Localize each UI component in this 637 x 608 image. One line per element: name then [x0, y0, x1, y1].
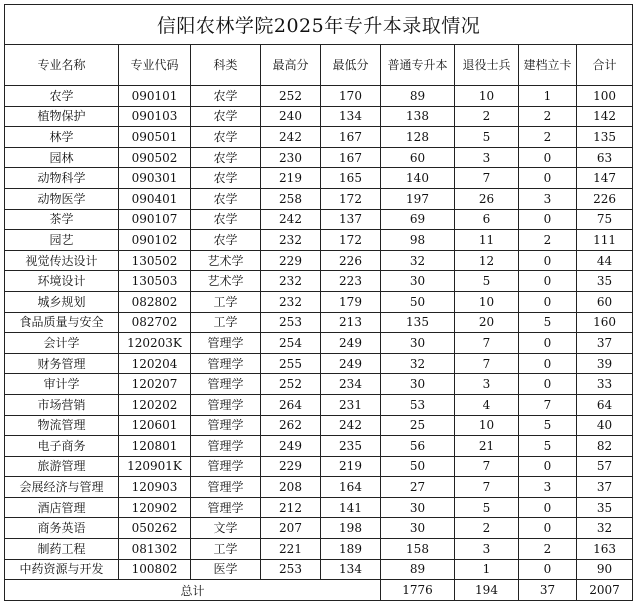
cell-max-score: 208 [261, 477, 321, 498]
cell-regular: 30 [381, 271, 455, 292]
cell-category: 管理学 [191, 394, 261, 415]
cell-regular: 60 [381, 147, 455, 168]
cell-major-code: 081302 [119, 539, 191, 560]
cell-major-name: 园林 [5, 147, 119, 168]
cell-max-score: 258 [261, 188, 321, 209]
table-row [5, 168, 633, 189]
cell-major-code: 120203K [119, 333, 191, 354]
cell-total: 39 [577, 353, 633, 374]
table-row [5, 394, 633, 415]
cell-major-code: 050262 [119, 518, 191, 539]
cell-major-name: 城乡规划 [5, 291, 119, 312]
cell-major-code: 120902 [119, 497, 191, 518]
cell-regular: 89 [381, 559, 455, 580]
cell-major-code: 120601 [119, 415, 191, 436]
admission-sheet [4, 4, 632, 604]
cell-registered: 7 [519, 394, 577, 415]
cell-major-name: 物流管理 [5, 415, 119, 436]
cell-major-name: 电子商务 [5, 436, 119, 457]
cell-total: 135 [577, 127, 633, 148]
cell-min-score: 242 [321, 415, 381, 436]
cell-regular: 32 [381, 353, 455, 374]
cell-category: 农学 [191, 127, 261, 148]
cell-veteran: 3 [455, 539, 519, 560]
cell-major-name: 视觉传达设计 [5, 250, 119, 271]
table-row [5, 353, 633, 374]
cell-total: 147 [577, 168, 633, 189]
table-row [5, 188, 633, 209]
cell-registered: 5 [519, 312, 577, 333]
cell-regular: 138 [381, 106, 455, 127]
total-grand: 2007 [577, 580, 633, 601]
cell-registered: 0 [519, 456, 577, 477]
cell-regular: 140 [381, 168, 455, 189]
cell-category: 文学 [191, 518, 261, 539]
cell-total: 40 [577, 415, 633, 436]
cell-category: 农学 [191, 188, 261, 209]
cell-regular: 89 [381, 86, 455, 107]
cell-veteran: 7 [455, 333, 519, 354]
header-code: 专业代码 [119, 45, 191, 86]
cell-total: 44 [577, 250, 633, 271]
cell-major-name: 酒店管理 [5, 497, 119, 518]
cell-total: 90 [577, 559, 633, 580]
cell-category: 艺术学 [191, 250, 261, 271]
total-regular: 1776 [381, 580, 455, 601]
cell-total: 57 [577, 456, 633, 477]
cell-min-score: 234 [321, 374, 381, 395]
table-row [5, 539, 633, 560]
table-row [5, 333, 633, 354]
cell-registered: 0 [519, 250, 577, 271]
cell-veteran: 2 [455, 518, 519, 539]
cell-registered: 0 [519, 559, 577, 580]
cell-registered: 5 [519, 436, 577, 457]
cell-category: 农学 [191, 209, 261, 230]
cell-veteran: 20 [455, 312, 519, 333]
cell-total: 33 [577, 374, 633, 395]
cell-min-score: 231 [321, 394, 381, 415]
cell-major-code: 130503 [119, 271, 191, 292]
total-registered: 37 [519, 580, 577, 601]
cell-min-score: 249 [321, 353, 381, 374]
cell-major-code: 120801 [119, 436, 191, 457]
cell-veteran: 5 [455, 271, 519, 292]
cell-total: 111 [577, 230, 633, 251]
cell-min-score: 189 [321, 539, 381, 560]
cell-major-code: 120903 [119, 477, 191, 498]
cell-regular: 30 [381, 497, 455, 518]
header-veteran: 退役士兵 [455, 45, 519, 86]
cell-registered: 1 [519, 86, 577, 107]
cell-total: 35 [577, 271, 633, 292]
cell-registered: 0 [519, 518, 577, 539]
table-row [5, 106, 633, 127]
cell-veteran: 21 [455, 436, 519, 457]
cell-veteran: 1 [455, 559, 519, 580]
header-category: 科类 [191, 45, 261, 86]
table-row [5, 230, 633, 251]
table-row [5, 559, 633, 580]
cell-major-code: 090107 [119, 209, 191, 230]
total-veteran: 194 [455, 580, 519, 601]
cell-major-code: 120202 [119, 394, 191, 415]
cell-major-name: 会展经济与管理 [5, 477, 119, 498]
cell-category: 管理学 [191, 436, 261, 457]
cell-category: 管理学 [191, 477, 261, 498]
cell-veteran: 10 [455, 415, 519, 436]
header-major: 专业名称 [5, 45, 119, 86]
cell-category: 管理学 [191, 497, 261, 518]
cell-veteran: 3 [455, 374, 519, 395]
cell-major-name: 旅游管理 [5, 456, 119, 477]
cell-category: 工学 [191, 539, 261, 560]
cell-major-name: 动物科学 [5, 168, 119, 189]
table-row [5, 374, 633, 395]
cell-regular: 30 [381, 374, 455, 395]
cell-min-score: 249 [321, 333, 381, 354]
cell-registered: 5 [519, 415, 577, 436]
cell-regular: 56 [381, 436, 455, 457]
cell-max-score: 242 [261, 209, 321, 230]
cell-total: 82 [577, 436, 633, 457]
cell-category: 管理学 [191, 374, 261, 395]
cell-regular: 32 [381, 250, 455, 271]
cell-total: 37 [577, 477, 633, 498]
cell-min-score: 167 [321, 127, 381, 148]
table-row [5, 436, 633, 457]
cell-min-score: 141 [321, 497, 381, 518]
cell-max-score: 229 [261, 456, 321, 477]
cell-regular: 135 [381, 312, 455, 333]
cell-max-score: 230 [261, 147, 321, 168]
cell-total: 226 [577, 188, 633, 209]
table-row [5, 86, 633, 107]
cell-veteran: 5 [455, 127, 519, 148]
cell-category: 工学 [191, 291, 261, 312]
header-registered: 建档立卡 [519, 45, 577, 86]
cell-max-score: 264 [261, 394, 321, 415]
admission-table [4, 4, 633, 601]
cell-major-code: 130502 [119, 250, 191, 271]
cell-max-score: 253 [261, 559, 321, 580]
table-row [5, 415, 633, 436]
cell-major-code: 090502 [119, 147, 191, 168]
cell-major-name: 审计学 [5, 374, 119, 395]
cell-registered: 0 [519, 497, 577, 518]
cell-total: 32 [577, 518, 633, 539]
cell-regular: 27 [381, 477, 455, 498]
cell-veteran: 7 [455, 456, 519, 477]
cell-major-name: 商务英语 [5, 518, 119, 539]
cell-category: 农学 [191, 86, 261, 107]
cell-total: 160 [577, 312, 633, 333]
cell-registered: 3 [519, 188, 577, 209]
cell-min-score: 165 [321, 168, 381, 189]
table-row [5, 477, 633, 498]
cell-total: 163 [577, 539, 633, 560]
cell-registered: 2 [519, 127, 577, 148]
cell-veteran: 7 [455, 353, 519, 374]
cell-major-code: 120204 [119, 353, 191, 374]
cell-max-score: 240 [261, 106, 321, 127]
cell-max-score: 252 [261, 374, 321, 395]
cell-category: 农学 [191, 147, 261, 168]
cell-category: 艺术学 [191, 271, 261, 292]
cell-major-code: 120901K [119, 456, 191, 477]
cell-major-name: 财务管理 [5, 353, 119, 374]
cell-min-score: 172 [321, 230, 381, 251]
cell-veteran: 11 [455, 230, 519, 251]
cell-registered: 3 [519, 477, 577, 498]
cell-min-score: 164 [321, 477, 381, 498]
cell-min-score: 179 [321, 291, 381, 312]
cell-total: 64 [577, 394, 633, 415]
cell-major-name: 中药资源与开发 [5, 559, 119, 580]
cell-major-name: 环境设计 [5, 271, 119, 292]
cell-veteran: 6 [455, 209, 519, 230]
table-row [5, 291, 633, 312]
cell-major-name: 茶学 [5, 209, 119, 230]
cell-regular: 53 [381, 394, 455, 415]
cell-category: 管理学 [191, 333, 261, 354]
cell-veteran: 10 [455, 291, 519, 312]
cell-major-code: 090501 [119, 127, 191, 148]
cell-veteran: 7 [455, 168, 519, 189]
cell-major-name: 植物保护 [5, 106, 119, 127]
cell-min-score: 223 [321, 271, 381, 292]
cell-major-name: 园艺 [5, 230, 119, 251]
cell-min-score: 137 [321, 209, 381, 230]
cell-total: 63 [577, 147, 633, 168]
header-row [5, 45, 633, 86]
cell-major-code: 090102 [119, 230, 191, 251]
cell-regular: 30 [381, 333, 455, 354]
page-title: 信阳农林学院2025年专升本录取情况 [5, 5, 633, 45]
cell-registered: 0 [519, 168, 577, 189]
cell-veteran: 10 [455, 86, 519, 107]
cell-major-name: 动物医学 [5, 188, 119, 209]
cell-max-score: 242 [261, 127, 321, 148]
cell-major-code: 090401 [119, 188, 191, 209]
cell-registered: 0 [519, 353, 577, 374]
cell-min-score: 226 [321, 250, 381, 271]
header-min-score: 最低分 [321, 45, 381, 86]
table-row [5, 312, 633, 333]
cell-registered: 0 [519, 333, 577, 354]
cell-registered: 0 [519, 209, 577, 230]
cell-major-name: 制药工程 [5, 539, 119, 560]
cell-major-code: 090301 [119, 168, 191, 189]
cell-min-score: 235 [321, 436, 381, 457]
cell-max-score: 252 [261, 86, 321, 107]
cell-min-score: 198 [321, 518, 381, 539]
cell-max-score: 232 [261, 271, 321, 292]
cell-category: 管理学 [191, 415, 261, 436]
cell-max-score: 262 [261, 415, 321, 436]
table-row [5, 456, 633, 477]
table-row [5, 518, 633, 539]
table-row [5, 127, 633, 148]
cell-category: 农学 [191, 168, 261, 189]
cell-major-name: 食品质量与安全 [5, 312, 119, 333]
cell-veteran: 3 [455, 147, 519, 168]
cell-regular: 50 [381, 456, 455, 477]
cell-total: 100 [577, 86, 633, 107]
table-row [5, 497, 633, 518]
cell-registered: 2 [519, 230, 577, 251]
cell-regular: 128 [381, 127, 455, 148]
cell-regular: 69 [381, 209, 455, 230]
cell-total: 75 [577, 209, 633, 230]
cell-veteran: 26 [455, 188, 519, 209]
cell-major-code: 082702 [119, 312, 191, 333]
cell-min-score: 172 [321, 188, 381, 209]
cell-veteran: 4 [455, 394, 519, 415]
cell-max-score: 221 [261, 539, 321, 560]
cell-regular: 50 [381, 291, 455, 312]
cell-regular: 30 [381, 518, 455, 539]
cell-category: 工学 [191, 312, 261, 333]
cell-min-score: 134 [321, 106, 381, 127]
cell-major-code: 090101 [119, 86, 191, 107]
totals-label: 总计 [5, 580, 381, 601]
table-row [5, 147, 633, 168]
cell-major-name: 会计学 [5, 333, 119, 354]
cell-min-score: 213 [321, 312, 381, 333]
cell-major-name: 林学 [5, 127, 119, 148]
cell-regular: 98 [381, 230, 455, 251]
cell-category: 农学 [191, 230, 261, 251]
cell-total: 142 [577, 106, 633, 127]
header-max-score: 最高分 [261, 45, 321, 86]
cell-min-score: 170 [321, 86, 381, 107]
cell-major-name: 农学 [5, 86, 119, 107]
cell-registered: 0 [519, 374, 577, 395]
cell-registered: 0 [519, 291, 577, 312]
cell-veteran: 2 [455, 106, 519, 127]
cell-regular: 197 [381, 188, 455, 209]
cell-registered: 0 [519, 147, 577, 168]
cell-veteran: 5 [455, 497, 519, 518]
cell-category: 管理学 [191, 456, 261, 477]
cell-major-code: 120207 [119, 374, 191, 395]
cell-total: 35 [577, 497, 633, 518]
cell-major-code: 082802 [119, 291, 191, 312]
cell-max-score: 232 [261, 291, 321, 312]
cell-min-score: 219 [321, 456, 381, 477]
cell-major-name: 市场营销 [5, 394, 119, 415]
cell-registered: 0 [519, 271, 577, 292]
cell-major-code: 100802 [119, 559, 191, 580]
cell-max-score: 254 [261, 333, 321, 354]
cell-max-score: 207 [261, 518, 321, 539]
cell-max-score: 249 [261, 436, 321, 457]
header-total: 合计 [577, 45, 633, 86]
cell-max-score: 253 [261, 312, 321, 333]
cell-max-score: 232 [261, 230, 321, 251]
cell-max-score: 255 [261, 353, 321, 374]
cell-total: 37 [577, 333, 633, 354]
cell-category: 医学 [191, 559, 261, 580]
cell-major-code: 090103 [119, 106, 191, 127]
cell-category: 农学 [191, 106, 261, 127]
table-row [5, 250, 633, 271]
cell-min-score: 167 [321, 147, 381, 168]
cell-min-score: 134 [321, 559, 381, 580]
cell-regular: 25 [381, 415, 455, 436]
title-row [5, 5, 633, 45]
cell-veteran: 7 [455, 477, 519, 498]
cell-max-score: 219 [261, 168, 321, 189]
table-row [5, 209, 633, 230]
table-row [5, 271, 633, 292]
cell-veteran: 12 [455, 250, 519, 271]
cell-regular: 158 [381, 539, 455, 560]
cell-registered: 2 [519, 106, 577, 127]
cell-max-score: 212 [261, 497, 321, 518]
totals-row [5, 580, 633, 601]
cell-total: 60 [577, 291, 633, 312]
cell-registered: 2 [519, 539, 577, 560]
cell-max-score: 229 [261, 250, 321, 271]
header-regular: 普通专升本 [381, 45, 455, 86]
cell-category: 管理学 [191, 353, 261, 374]
